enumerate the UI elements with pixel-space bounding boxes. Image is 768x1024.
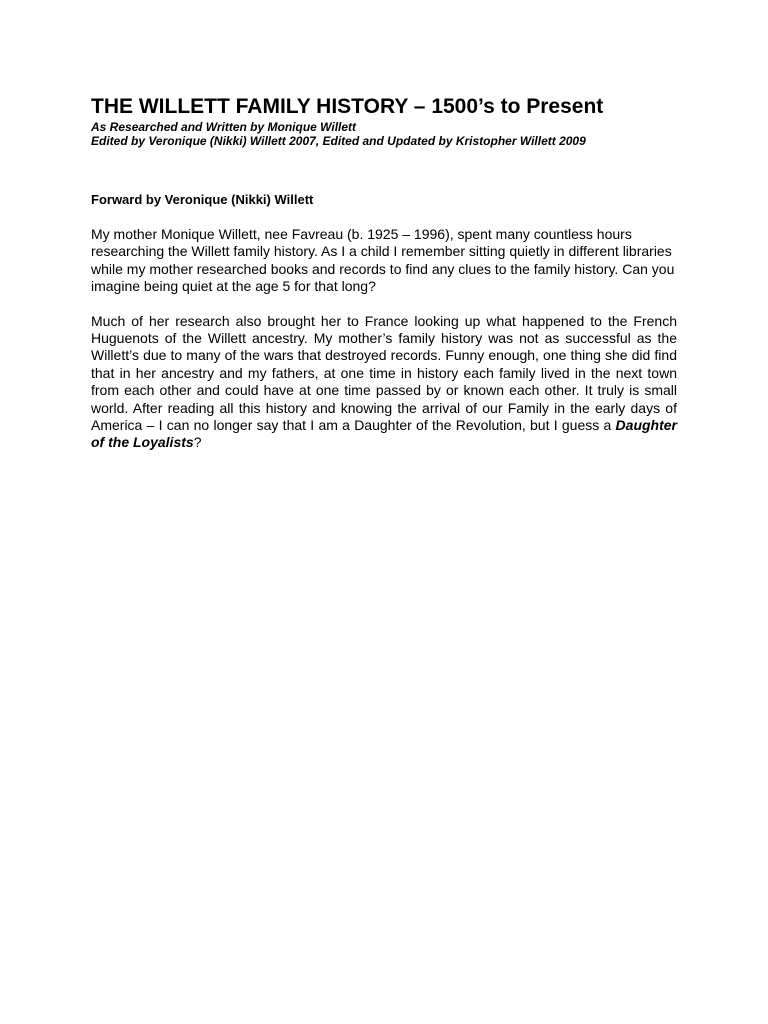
document-page — [91, 94, 677, 452]
edit-line: Edited by Veronique (Nikki) Willett 2007, Edited and Updated by Kristopher Willett 2009 — [91, 134, 586, 148]
foreword-paragraph-2-end: ? — [193, 434, 202, 451]
byline: As Researched and Written by Monique Willett — [91, 120, 357, 134]
foreword-paragraph-1: My mother Monique Willett, nee Favreau (b. 1925 – 1996), spent many countless hours researching the Willett family history. As I a child I remember sitting quietly in different libraries while my mother researched books and records to find any clues to the family history. Can you imagine being quiet at the age 5 for that long? — [91, 226, 675, 295]
daughter-of-loyalists-emphasis: Daughter of the Loyalists — [91, 417, 677, 451]
foreword-paragraph-2 — [91, 313, 677, 452]
foreword-paragraph-2-text: Much of her research also brought her to France looking up what happened to the French Huguenots of the Willett ancestry. My mother’s family history was not as successful as the Willett’s due to many of the wars that destroyed records. Funny enough, one thing she did find that in her ancestry and my fathers, at one time in history each family lived in the next town from each other and could have at one time passed by or known each other. It truly is small world. After reading all this history and knowing the arrival of our Family in the early days of America – I can no longer say that I am a Daughter of the Revolution, but I guess a — [91, 312, 677, 434]
foreword-heading: Forward by Veronique (Nikki) Willett — [91, 192, 314, 207]
document-title: THE WILLETT FAMILY HISTORY – 1500’s to Present — [91, 95, 604, 118]
